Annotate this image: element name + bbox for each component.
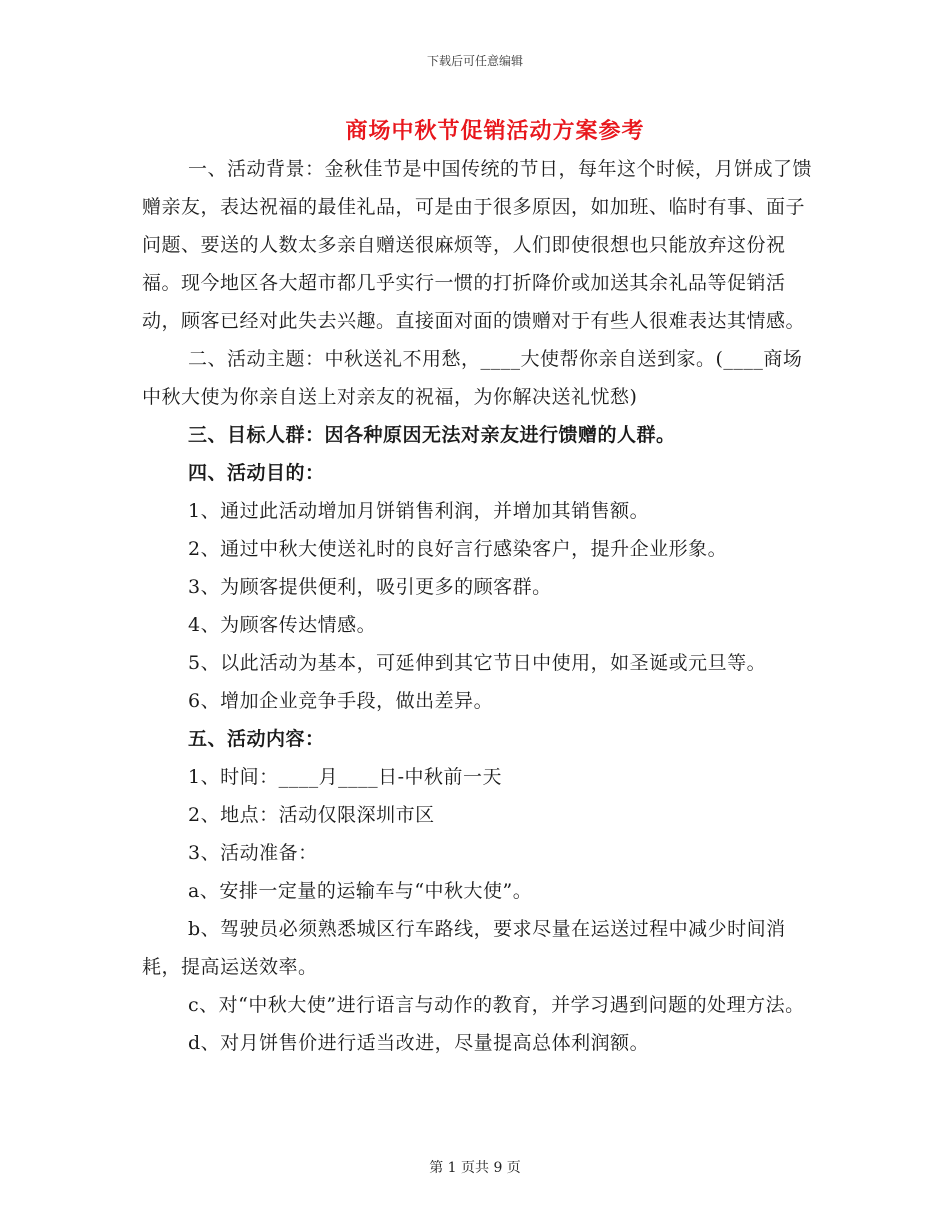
- objective-item: 2、通过中秋大使送礼时的良好言行感染客户，提升企业形象。: [188, 538, 728, 560]
- content-item-time: 1、时间：____月____日-中秋前一天: [188, 766, 503, 788]
- document-title: 商场中秋节促销活动方案参考: [345, 118, 645, 144]
- page-footer: 第 1 页共 9 页: [429, 1160, 521, 1176]
- objective-item: 5、以此活动为基本，可延伸到其它节日中使用，如圣诞或元旦等。: [188, 652, 767, 674]
- header-note: 下载后可任意编辑: [426, 54, 523, 68]
- paragraph-target-group: 三、目标人群：因各种原因无法对亲友进行馈赠的人群。: [188, 424, 676, 446]
- heading-content: 五、活动内容：: [188, 728, 325, 750]
- content-item-location: 2、地点：活动仅限深圳市区: [188, 804, 435, 826]
- objective-item: 6、增加企业竞争手段，做出差异。: [188, 690, 494, 712]
- preparation-item: a、安排一定量的运输车与“中秋大使”。: [188, 880, 533, 902]
- objective-item: 3、为顾客提供便利，吸引更多的顾客群。: [188, 576, 552, 598]
- preparation-item: c、对“中秋大使”进行语言与动作的教育，并学习遇到问题的处理方法。: [188, 994, 805, 1016]
- preparation-item: b、驾驶员必须熟悉城区行车路线，要求尽量在运送过程中减少时间消耗，提高运送效率。: [142, 918, 786, 978]
- document-body: [142, 150, 818, 1062]
- objective-item: 4、为顾客传达情感。: [188, 614, 377, 636]
- preparation-item: d、对月饼售价进行适当改进，尽量提高总体利润额。: [188, 1032, 650, 1054]
- content-item-preparation: 3、活动准备：: [188, 842, 318, 864]
- heading-objectives: 四、活动目的：: [188, 462, 325, 484]
- paragraph-theme: 二、活动主题：中秋送礼不用愁，____大使帮你亲自送到家。(____商场中秋大使为你亲自送上对亲友的祝福，为你解决送礼忧愁): [142, 348, 803, 408]
- objective-item: 1、通过此活动增加月饼销售利润，并增加其销售额。: [188, 500, 650, 522]
- paragraph-background: 一、活动背景：金秋佳节是中国传统的节日，每年这个时候，月饼成了馈赠亲友，表达祝福的最佳礼品，可是由于很多原因，如加班、临时有事、面子问题、要送的人数太多亲自赠送很麻烦等，人们即使很想也只能放弃这份祝福。现今地区各大超市都几乎实行一惯的打折降价或加送其余礼品等促销活动，顾客已经对此失去兴趣。直接面对面的馈赠对于有些人很难表达其情感。: [142, 158, 813, 332]
